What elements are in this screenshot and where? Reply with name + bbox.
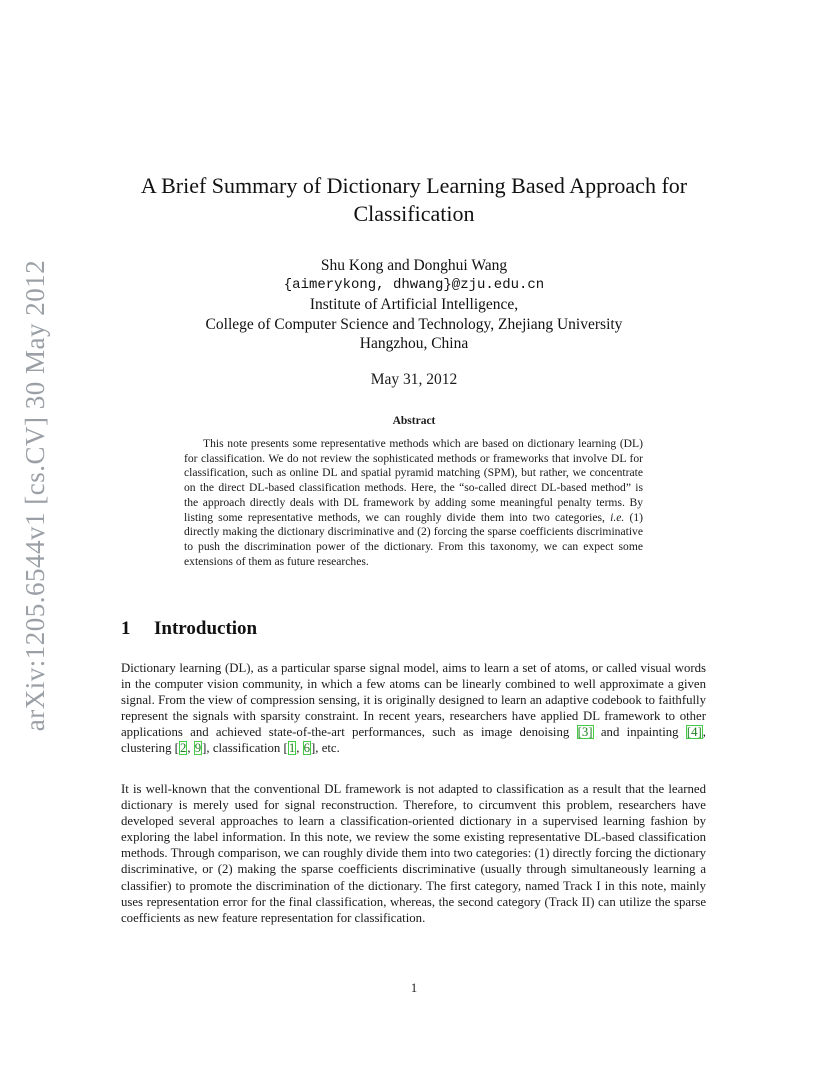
abstract-text <box>184 437 643 569</box>
author-block <box>100 256 728 354</box>
intro-p1-text-d: , classification <box>206 741 284 756</box>
affiliation-line-2: College of Computer Science and Technology, Zhejiang University <box>205 315 623 333</box>
citation-1: 1 <box>288 741 296 756</box>
citation-link[interactable] <box>288 741 296 755</box>
arxiv-identifier-stamp <box>14 255 58 735</box>
publication-date: May 31, 2012 <box>370 371 458 388</box>
intro-paragraph-2: It is well-known that the conventional DL framework is not adapted to classification as a result that the learned dictionary is merely used for signal reconstruction. Therefore, to circumvent this problem, researchers have developed several approaches to learn a classification-oriented dictionary in a supervised learning fashion by exploring the label information. In this note, we review the some existing representative DL-based classification methods. Through comparison, we can roughly divide them into two categories: (1) directly forcing the dictionary discriminative, or (2) making the sparse coefficients discriminative (usually through simultaneously learning a classifier) to promote the discrimination of the dictionary. The first category, named Track I in this note, mainly uses representation error for the final classification, whereas, the second category (Track II) can utilize the sparse coefficients as new feature representation for classification. <box>121 782 706 925</box>
affiliation-line-3: Hangzhou, China <box>359 335 469 352</box>
abstract-heading: Abstract <box>392 415 436 427</box>
citation-link[interactable]: [3] <box>577 725 593 740</box>
abstract-text-part2: (1) directly making the dictionary discriminative and (2) forcing the sparse coefficients discriminative to push the discrimination power of the dictionary. From this taxonomy, we can expect some extensions of them as future researches. <box>184 510 643 568</box>
section-title: Introduction <box>154 618 258 639</box>
intro-p1-text-c: , clustering <box>121 725 706 756</box>
author-email: {aimerykong, dhwang}@zju.edu.cn <box>283 276 545 293</box>
citation-4: 4 <box>691 725 698 740</box>
citation-link[interactable] <box>303 741 311 755</box>
abstract-ie: i.e. <box>610 510 625 524</box>
intro-paragraph-1: Dictionary learning (DL), as a particular sparse signal model, aims to learn a set of atoms, or called visual words in the computer vision community, in which a few atoms can be linearly combined to well approximate a given signal. From the view of compression sensing, it is originally designed to learn an adaptive codebook to faithfully represent the signals with sparsity constraint. In recent years, researchers have applied DL framework to other applications and achieved state-of-the-art performances, such as image denoising [3] and inpainting [4], clustering [2, 9], classification [1, 6], etc. <box>121 661 706 756</box>
intro-p1-text-a: Dictionary learning (DL), as a particular sparse signal model, aims to learn a set of atoms, or called visual words in the computer vision community, in which a few atoms can be linearly combined to well approximate a given signal. From the view of compression sensing, it is originally designed to learn an adaptive codebook to faithfully represent the signals with sparsity constraint. In recent years, researchers have applied DL framework to other applications and achieved state-of-the-art performances, such as image denoising <box>121 661 706 740</box>
author-names: Shu Kong and Donghui Wang <box>320 257 508 274</box>
intro-p1-text-e: , etc. <box>315 741 340 756</box>
paper-title <box>100 172 728 228</box>
citation-3: 3 <box>581 725 589 740</box>
intro-p1-text-b: and inpainting <box>593 725 686 740</box>
citation-link[interactable]: [4] <box>686 725 702 740</box>
title-line-1: A Brief Summary of Dictionary Learning Based Approach for <box>140 173 688 198</box>
citation-link[interactable] <box>194 741 202 755</box>
citation-link[interactable] <box>179 741 187 755</box>
arxiv-identifier-text: arXiv:1205.6544v1 [cs.CV] 30 May 2012 <box>20 259 51 731</box>
section-number: 1 <box>121 618 131 639</box>
affiliation-line-1: Institute of Artificial Intelligence, <box>309 296 519 313</box>
abstract-text-part1: This note presents some representative methods which are based on dictionary learning (DL) for classification. We do not review the sophisticated methods or frameworks that involve DL for classification, such as online DL and spatial pyramid matching (SPM), but rather, we concentrate on the direct DL-based classification methods. Here, the “so-called direct DL-based method” is the approach directly deals with DL framework by adding some meaningful penalty terms. By listing some representative methods, we can roughly divide them into two categories, <box>184 437 643 524</box>
citation-2: 2 <box>179 741 187 756</box>
section-heading-introduction <box>121 618 257 640</box>
page-number: 1 <box>410 981 418 995</box>
title-line-2: Classification <box>353 201 475 226</box>
citation-6: 6 <box>303 741 311 756</box>
citation-9: 9 <box>194 741 202 756</box>
